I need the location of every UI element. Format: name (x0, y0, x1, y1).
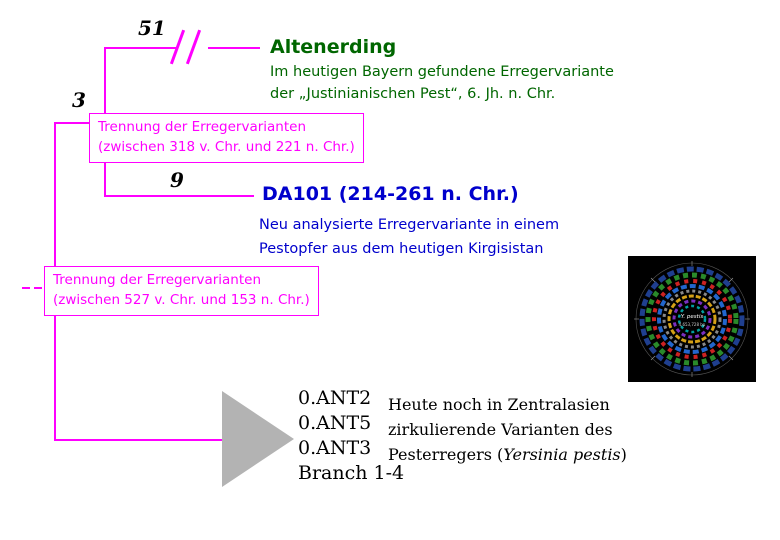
clade-desc-line3 (388, 444, 627, 465)
clade-desc-line2: zirkulierende Varianten des (388, 420, 613, 439)
tree-branch-root-stub (22, 287, 30, 289)
clade-desc-species-name: Yersinia pestis (503, 445, 621, 464)
branch-label-da101: 9 (170, 168, 184, 192)
taxon-desc-altenerding-line1: Im heutigen Bayern gefundene Erregervariante (270, 64, 614, 80)
genome-center-label-line1: Y. pestis (680, 314, 704, 320)
genome-circle-svg (628, 256, 756, 382)
node-box-split-lower-line2: (zwischen 527 v. Chr. und 153 n. Chr.) (53, 291, 310, 308)
branch-label-altenerding: 51 (138, 16, 166, 40)
tree-branch-root-stub2 (34, 287, 42, 289)
clade-name-branch-1-4: Branch 1-4 (298, 462, 405, 485)
taxon-desc-da101-line1: Neu analysierte Erregervariante in einem (259, 217, 560, 233)
node-box-split-lower-line1: Trennung der Erregervarianten (53, 272, 261, 288)
taxon-name-altenerding: Altenerding (270, 36, 397, 58)
clade-name-0ant5: 0.ANT5 (298, 412, 372, 435)
tree-branch-altenerding-left (104, 47, 176, 49)
clade-desc-line3-suffix: ) (620, 445, 627, 464)
genome-circle-image (628, 256, 756, 382)
clade-desc-line3-prefix: Pesterregers ( (388, 445, 504, 464)
clade-desc-line1: Heute noch in Zentralasien (388, 395, 610, 414)
tree-branch-da101 (104, 195, 254, 197)
tree-branch-modern-clade (54, 439, 222, 441)
node-box-split-upper-line1: Trennung der Erregervarianten (98, 119, 306, 135)
node-box-split-upper-line2: (zwischen 318 v. Chr. und 221 n. Chr.) (98, 138, 355, 155)
clade-name-0ant2: 0.ANT2 (298, 387, 372, 409)
clade-name-0ant3: 0.ANT3 (298, 437, 372, 460)
branch-break-slash-2 (186, 30, 201, 65)
taxon-name-da101: DA101 (214-261 n. Chr.) (262, 183, 519, 205)
collapsed-clade-triangle (222, 391, 294, 487)
node-box-split-lower (44, 266, 319, 316)
taxon-desc-altenerding-line2: der „Justinianischen Pest“, 6. Jh. n. Chr. (270, 86, 556, 102)
taxon-desc-da101-line2: Pestopfer aus dem heutigen Kirgisistan (259, 241, 544, 257)
node-box-split-upper (89, 113, 364, 163)
branch-label-root-split: 3 (72, 88, 86, 112)
genome-center-label-line2: 4,653,728 bp (678, 322, 706, 327)
tree-branch-altenerding-right (208, 47, 260, 49)
